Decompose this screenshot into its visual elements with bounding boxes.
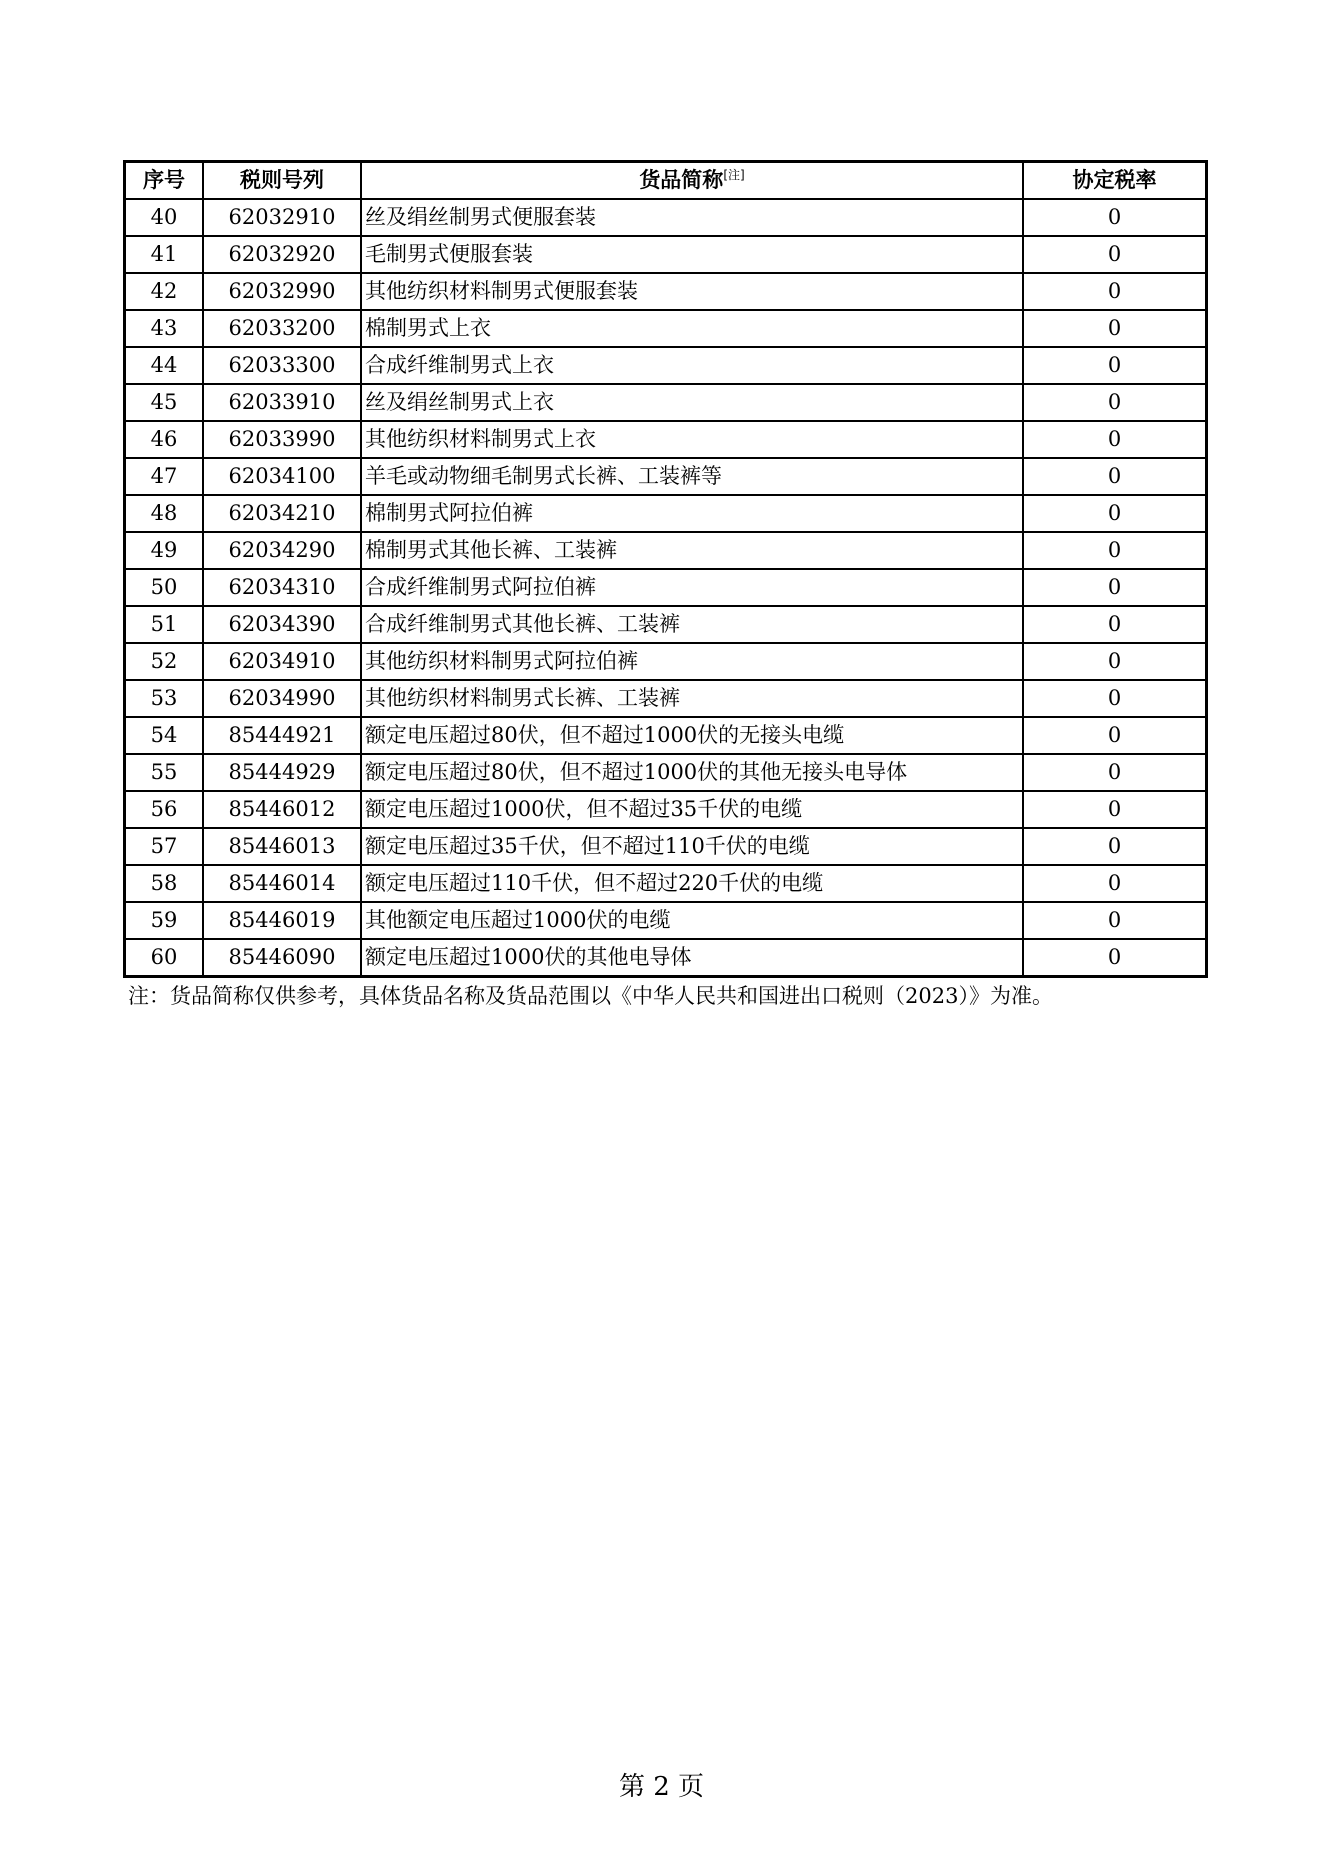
cell-code: 62032990 <box>203 273 361 310</box>
cell-rate: 0 <box>1023 199 1207 236</box>
cell-seq: 44 <box>125 347 204 384</box>
cell-rate: 0 <box>1023 532 1207 569</box>
cell-code: 62034310 <box>203 569 361 606</box>
table-row <box>125 643 1207 680</box>
cell-rate: 0 <box>1023 458 1207 495</box>
cell-rate: 0 <box>1023 939 1207 977</box>
cell-seq: 59 <box>125 902 204 939</box>
cell-name: 棉制男式其他长裤、工装裤 <box>361 532 1023 569</box>
cell-code: 62033910 <box>203 384 361 421</box>
cell-code: 62033300 <box>203 347 361 384</box>
table-body <box>125 199 1207 977</box>
table-row <box>125 717 1207 754</box>
cell-code: 62034290 <box>203 532 361 569</box>
table-row <box>125 569 1207 606</box>
table-row <box>125 236 1207 273</box>
cell-name: 额定电压超过80伏，但不超过1000伏的其他无接头电导体 <box>361 754 1023 791</box>
table-row <box>125 347 1207 384</box>
table-row <box>125 902 1207 939</box>
cell-seq: 51 <box>125 606 204 643</box>
cell-seq: 41 <box>125 236 204 273</box>
cell-name: 额定电压超过80伏，但不超过1000伏的无接头电缆 <box>361 717 1023 754</box>
table-header-row <box>125 162 1207 200</box>
table-row <box>125 458 1207 495</box>
cell-rate: 0 <box>1023 865 1207 902</box>
cell-rate: 0 <box>1023 495 1207 532</box>
cell-name: 毛制男式便服套装 <box>361 236 1023 273</box>
cell-name: 其他纺织材料制男式上衣 <box>361 421 1023 458</box>
cell-seq: 47 <box>125 458 204 495</box>
cell-name: 棉制男式阿拉伯裤 <box>361 495 1023 532</box>
table-row <box>125 865 1207 902</box>
table-row <box>125 384 1207 421</box>
table-row <box>125 939 1207 977</box>
cell-name: 棉制男式上衣 <box>361 310 1023 347</box>
cell-name: 合成纤维制男式上衣 <box>361 347 1023 384</box>
cell-seq: 60 <box>125 939 204 977</box>
cell-name: 其他纺织材料制男式便服套装 <box>361 273 1023 310</box>
cell-seq: 40 <box>125 199 204 236</box>
cell-code: 62034210 <box>203 495 361 532</box>
cell-seq: 57 <box>125 828 204 865</box>
cell-rate: 0 <box>1023 791 1207 828</box>
table-row <box>125 606 1207 643</box>
cell-code: 62034910 <box>203 643 361 680</box>
cell-code: 62032920 <box>203 236 361 273</box>
cell-rate: 0 <box>1023 606 1207 643</box>
cell-rate: 0 <box>1023 236 1207 273</box>
cell-code: 62032910 <box>203 199 361 236</box>
header-name-note: [注] <box>723 168 745 182</box>
cell-rate: 0 <box>1023 717 1207 754</box>
cell-code: 85444921 <box>203 717 361 754</box>
table-row <box>125 532 1207 569</box>
cell-seq: 42 <box>125 273 204 310</box>
cell-rate: 0 <box>1023 273 1207 310</box>
cell-code: 62034990 <box>203 680 361 717</box>
cell-rate: 0 <box>1023 680 1207 717</box>
cell-rate: 0 <box>1023 643 1207 680</box>
header-name-label: 货品简称 <box>639 168 724 192</box>
cell-name: 丝及绢丝制男式上衣 <box>361 384 1023 421</box>
cell-name: 合成纤维制男式其他长裤、工装裤 <box>361 606 1023 643</box>
cell-seq: 50 <box>125 569 204 606</box>
cell-name: 额定电压超过1000伏，但不超过35千伏的电缆 <box>361 791 1023 828</box>
cell-rate: 0 <box>1023 754 1207 791</box>
header-code: 税则号列 <box>203 162 361 200</box>
table-row <box>125 199 1207 236</box>
cell-name: 其他额定电压超过1000伏的电缆 <box>361 902 1023 939</box>
cell-code: 62034100 <box>203 458 361 495</box>
table-row <box>125 495 1207 532</box>
cell-seq: 56 <box>125 791 204 828</box>
tariff-table <box>123 160 1208 978</box>
cell-seq: 45 <box>125 384 204 421</box>
cell-name: 额定电压超过1000伏的其他电导体 <box>361 939 1023 977</box>
cell-code: 62034390 <box>203 606 361 643</box>
cell-rate: 0 <box>1023 421 1207 458</box>
cell-code: 85446019 <box>203 902 361 939</box>
cell-seq: 54 <box>125 717 204 754</box>
cell-seq: 58 <box>125 865 204 902</box>
cell-name: 丝及绢丝制男式便服套装 <box>361 199 1023 236</box>
cell-rate: 0 <box>1023 347 1207 384</box>
footnote: 注：货品简称仅供参考，具体货品名称及货品范围以《中华人民共和国进出口税则（2023）》为准。 <box>128 984 1053 1008</box>
header-name <box>361 162 1023 200</box>
header-rate: 协定税率 <box>1023 162 1207 200</box>
cell-rate: 0 <box>1023 384 1207 421</box>
cell-seq: 48 <box>125 495 204 532</box>
cell-name: 额定电压超过110千伏，但不超过220千伏的电缆 <box>361 865 1023 902</box>
cell-code: 62033990 <box>203 421 361 458</box>
cell-name: 合成纤维制男式阿拉伯裤 <box>361 569 1023 606</box>
cell-code: 62033200 <box>203 310 361 347</box>
table-row <box>125 680 1207 717</box>
table-row <box>125 273 1207 310</box>
cell-rate: 0 <box>1023 569 1207 606</box>
cell-seq: 43 <box>125 310 204 347</box>
cell-name: 羊毛或动物细毛制男式长裤、工装裤等 <box>361 458 1023 495</box>
table-row <box>125 828 1207 865</box>
cell-code: 85446012 <box>203 791 361 828</box>
cell-seq: 53 <box>125 680 204 717</box>
table-row <box>125 421 1207 458</box>
cell-rate: 0 <box>1023 310 1207 347</box>
page-number: 第 2 页 <box>618 1772 705 1802</box>
cell-seq: 46 <box>125 421 204 458</box>
cell-name: 其他纺织材料制男式长裤、工装裤 <box>361 680 1023 717</box>
cell-code: 85446014 <box>203 865 361 902</box>
cell-name: 其他纺织材料制男式阿拉伯裤 <box>361 643 1023 680</box>
table-row <box>125 791 1207 828</box>
cell-code: 85444929 <box>203 754 361 791</box>
table-row <box>125 310 1207 347</box>
cell-seq: 49 <box>125 532 204 569</box>
header-seq: 序号 <box>125 162 204 200</box>
table-row <box>125 754 1207 791</box>
cell-name: 额定电压超过35千伏，但不超过110千伏的电缆 <box>361 828 1023 865</box>
cell-code: 85446013 <box>203 828 361 865</box>
cell-seq: 55 <box>125 754 204 791</box>
cell-seq: 52 <box>125 643 204 680</box>
cell-rate: 0 <box>1023 828 1207 865</box>
cell-code: 85446090 <box>203 939 361 977</box>
cell-rate: 0 <box>1023 902 1207 939</box>
